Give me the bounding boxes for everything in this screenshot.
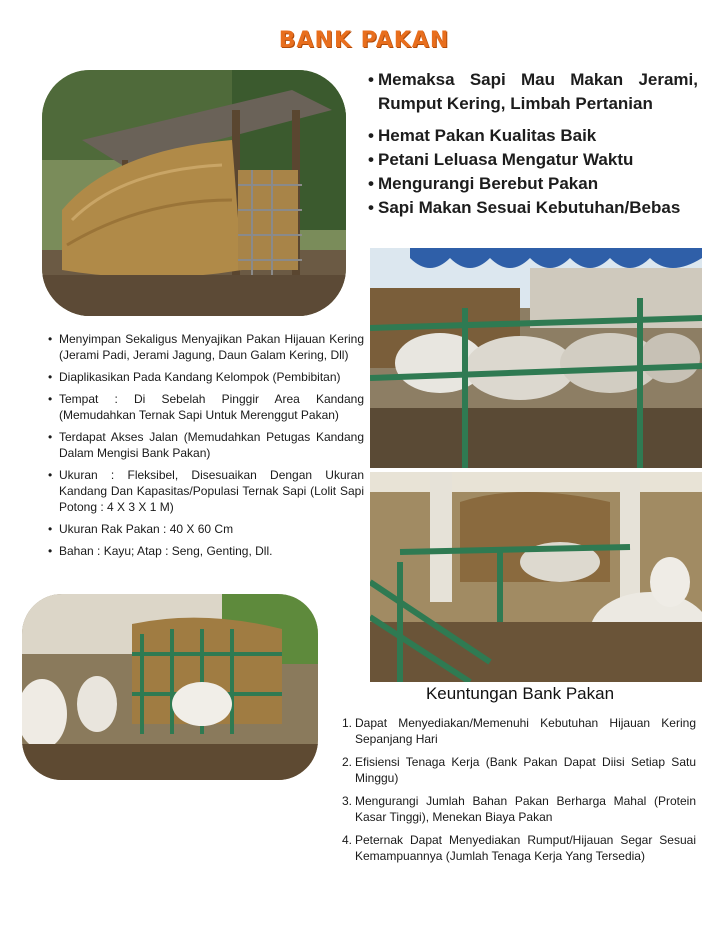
top-bullet-item: • Petani Leluasa Mengatur Waktu bbox=[368, 148, 698, 172]
list-item: • Terdapat Akses Jalan (Memudahkan Petugas Kandang Dalam Mengisi Bank Pakan) bbox=[48, 429, 364, 461]
top-bullet-list bbox=[368, 68, 698, 220]
list-item bbox=[342, 793, 696, 825]
list-item: • Diaplikasikan Pada Kandang Kelompok (Pembibitan) bbox=[48, 369, 364, 385]
list-item bbox=[342, 754, 696, 786]
top-bullet-item: • Memaksa Sapi Mau Makan Jerami, Rumput Kering, Limbah Pertanian bbox=[368, 68, 698, 116]
benefits-heading: Keuntungan Bank Pakan bbox=[425, 684, 615, 703]
item-number: 1. bbox=[342, 716, 353, 730]
cattle-pen-photo bbox=[370, 248, 702, 468]
list-item bbox=[342, 715, 696, 747]
item-text: Dapat Menyediakan/Memenuhi Kebutuhan Hijauan Kering Sepanjang Hari bbox=[355, 716, 696, 746]
feeding-cattle-photo bbox=[370, 472, 702, 682]
top-bullet-item: • Sapi Makan Sesuai Kebutuhan/Bebas bbox=[368, 196, 698, 220]
list-item bbox=[342, 832, 696, 864]
page-title: BANK PAKAN bbox=[278, 28, 450, 53]
cows-hay-rack-photo bbox=[22, 594, 318, 780]
benefits-list bbox=[342, 715, 696, 871]
item-text: Efisiensi Tenaga Kerja (Bank Pakan Dapat Diisi Setiap Satu Minggu) bbox=[355, 755, 696, 785]
list-item: • Bahan : Kayu; Atap : Seng, Genting, Dll. bbox=[48, 543, 364, 559]
item-text: Peternak Dapat Menyediakan Rumput/Hijauan Segar Sesuai Kemampuannya (Jumlah Tenaga Kerja Yang Tersedia) bbox=[355, 833, 696, 863]
item-number: 4. bbox=[342, 833, 353, 847]
list-item: • Ukuran Rak Pakan : 40 X 60 Cm bbox=[48, 521, 364, 537]
left-info-list bbox=[48, 331, 364, 565]
item-text: Mengurangi Jumlah Bahan Pakan Berharga Mahal (Protein Kasar Tinggi), Menekan Biaya Pakan bbox=[355, 794, 696, 824]
top-bullet-item: • Hemat Pakan Kualitas Baik bbox=[368, 124, 698, 148]
list-item: • Menyimpan Sekaligus Menyajikan Pakan Hijauan Kering (Jerami Padi, Jerami Jagung, Daun Galam Kering, Dll) bbox=[48, 331, 364, 363]
top-bullet-item: • Mengurangi Berebut Pakan bbox=[368, 172, 698, 196]
item-number: 2. bbox=[342, 755, 353, 769]
hay-shed-photo bbox=[42, 70, 346, 316]
list-item: • Tempat : Di Sebelah Pinggir Area Kandang (Memudahkan Ternak Sapi Untuk Merenggut Pakan) bbox=[48, 391, 364, 423]
list-item: • Ukuran : Fleksibel, Disesuaikan Dengan Ukuran Kandang Dan Kapasitas/Populasi Ternak Sapi (Lolit Sapi Potong : 4 X 3 X 1 M) bbox=[48, 467, 364, 515]
item-number: 3. bbox=[342, 794, 353, 808]
